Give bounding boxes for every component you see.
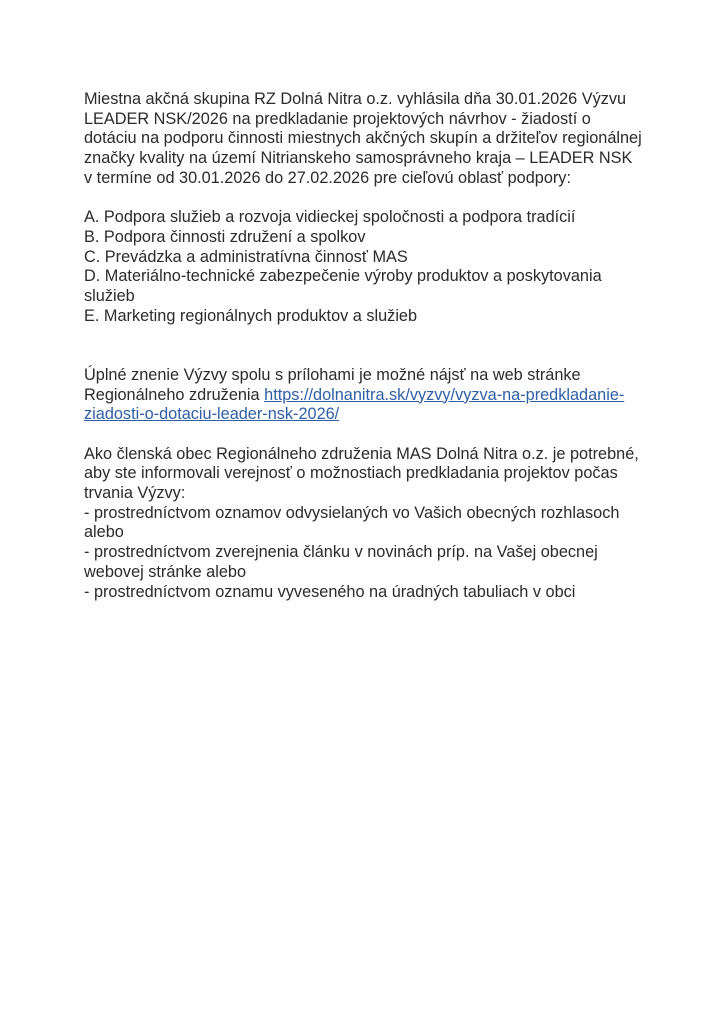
support-area-item: C. Prevádzka a administratívna činnosť MAS <box>84 247 408 266</box>
support-areas-list <box>84 208 644 326</box>
information-method-item: - prostredníctvom zverejnenia článku v novinách príp. na Vašej obecnej webovej stránke alebo <box>84 543 598 581</box>
information-method-item: - prostredníctvom oznamov odvysielaných vo Vašich obecných rozhlasoch alebo <box>84 503 620 542</box>
support-area-item: B. Podpora činnosti združení a spolkov <box>84 227 366 246</box>
information-methods-list <box>84 504 644 603</box>
support-area-item: D. Materiálno-technické zabezpečenie výroby produktov a poskytovania služieb <box>84 267 602 306</box>
member-municipality-paragraph: Ako členská obec Regionálneho združenia MAS Dolná Nitra o.z. je potrebné, aby ste informovali verejnosť o možnostiach predkladania projektov počas trvania Výzvy: <box>84 444 639 503</box>
information-method-item: - prostredníctvom oznamu vyveseného na úradných tabuliach v obci <box>84 582 576 601</box>
full-text-paragraph <box>84 366 644 425</box>
support-area-item: E. Marketing regionálnych produktov a služieb <box>84 306 418 325</box>
call-link[interactable]: https://dolnanitra.sk/vyzvy/vyzva-na-predkladanie-ziadosti-o-dotaciu-leader-nsk-2026/ <box>84 385 625 424</box>
support-area-item: A. Podpora služieb a rozvoja vidieckej spoločnosti a podpora tradícií <box>84 208 576 227</box>
document-body <box>84 90 644 602</box>
full-text-intro: Úplné znenie Výzvy spolu s prílohami je možné nájsť na web stránke Regionálneho združenia <box>84 365 581 404</box>
announcement-paragraph: Miestna akčná skupina RZ Dolná Nitra o.z. vyhlásila dňa 30.01.2026 Výzvu LEADER NSK/2026 na predkladanie projektových návrhov - žiadostí o dotáciu na podporu činnosti miestnych akčných skupín a držiteľov regionálnej značky kvality na území Nitrianskeho samosprávneho kraja – LEADER NSK v termíne od 30.01.2026 do 27.02.2026 pre cieľovú oblasť podpory: <box>84 90 642 187</box>
